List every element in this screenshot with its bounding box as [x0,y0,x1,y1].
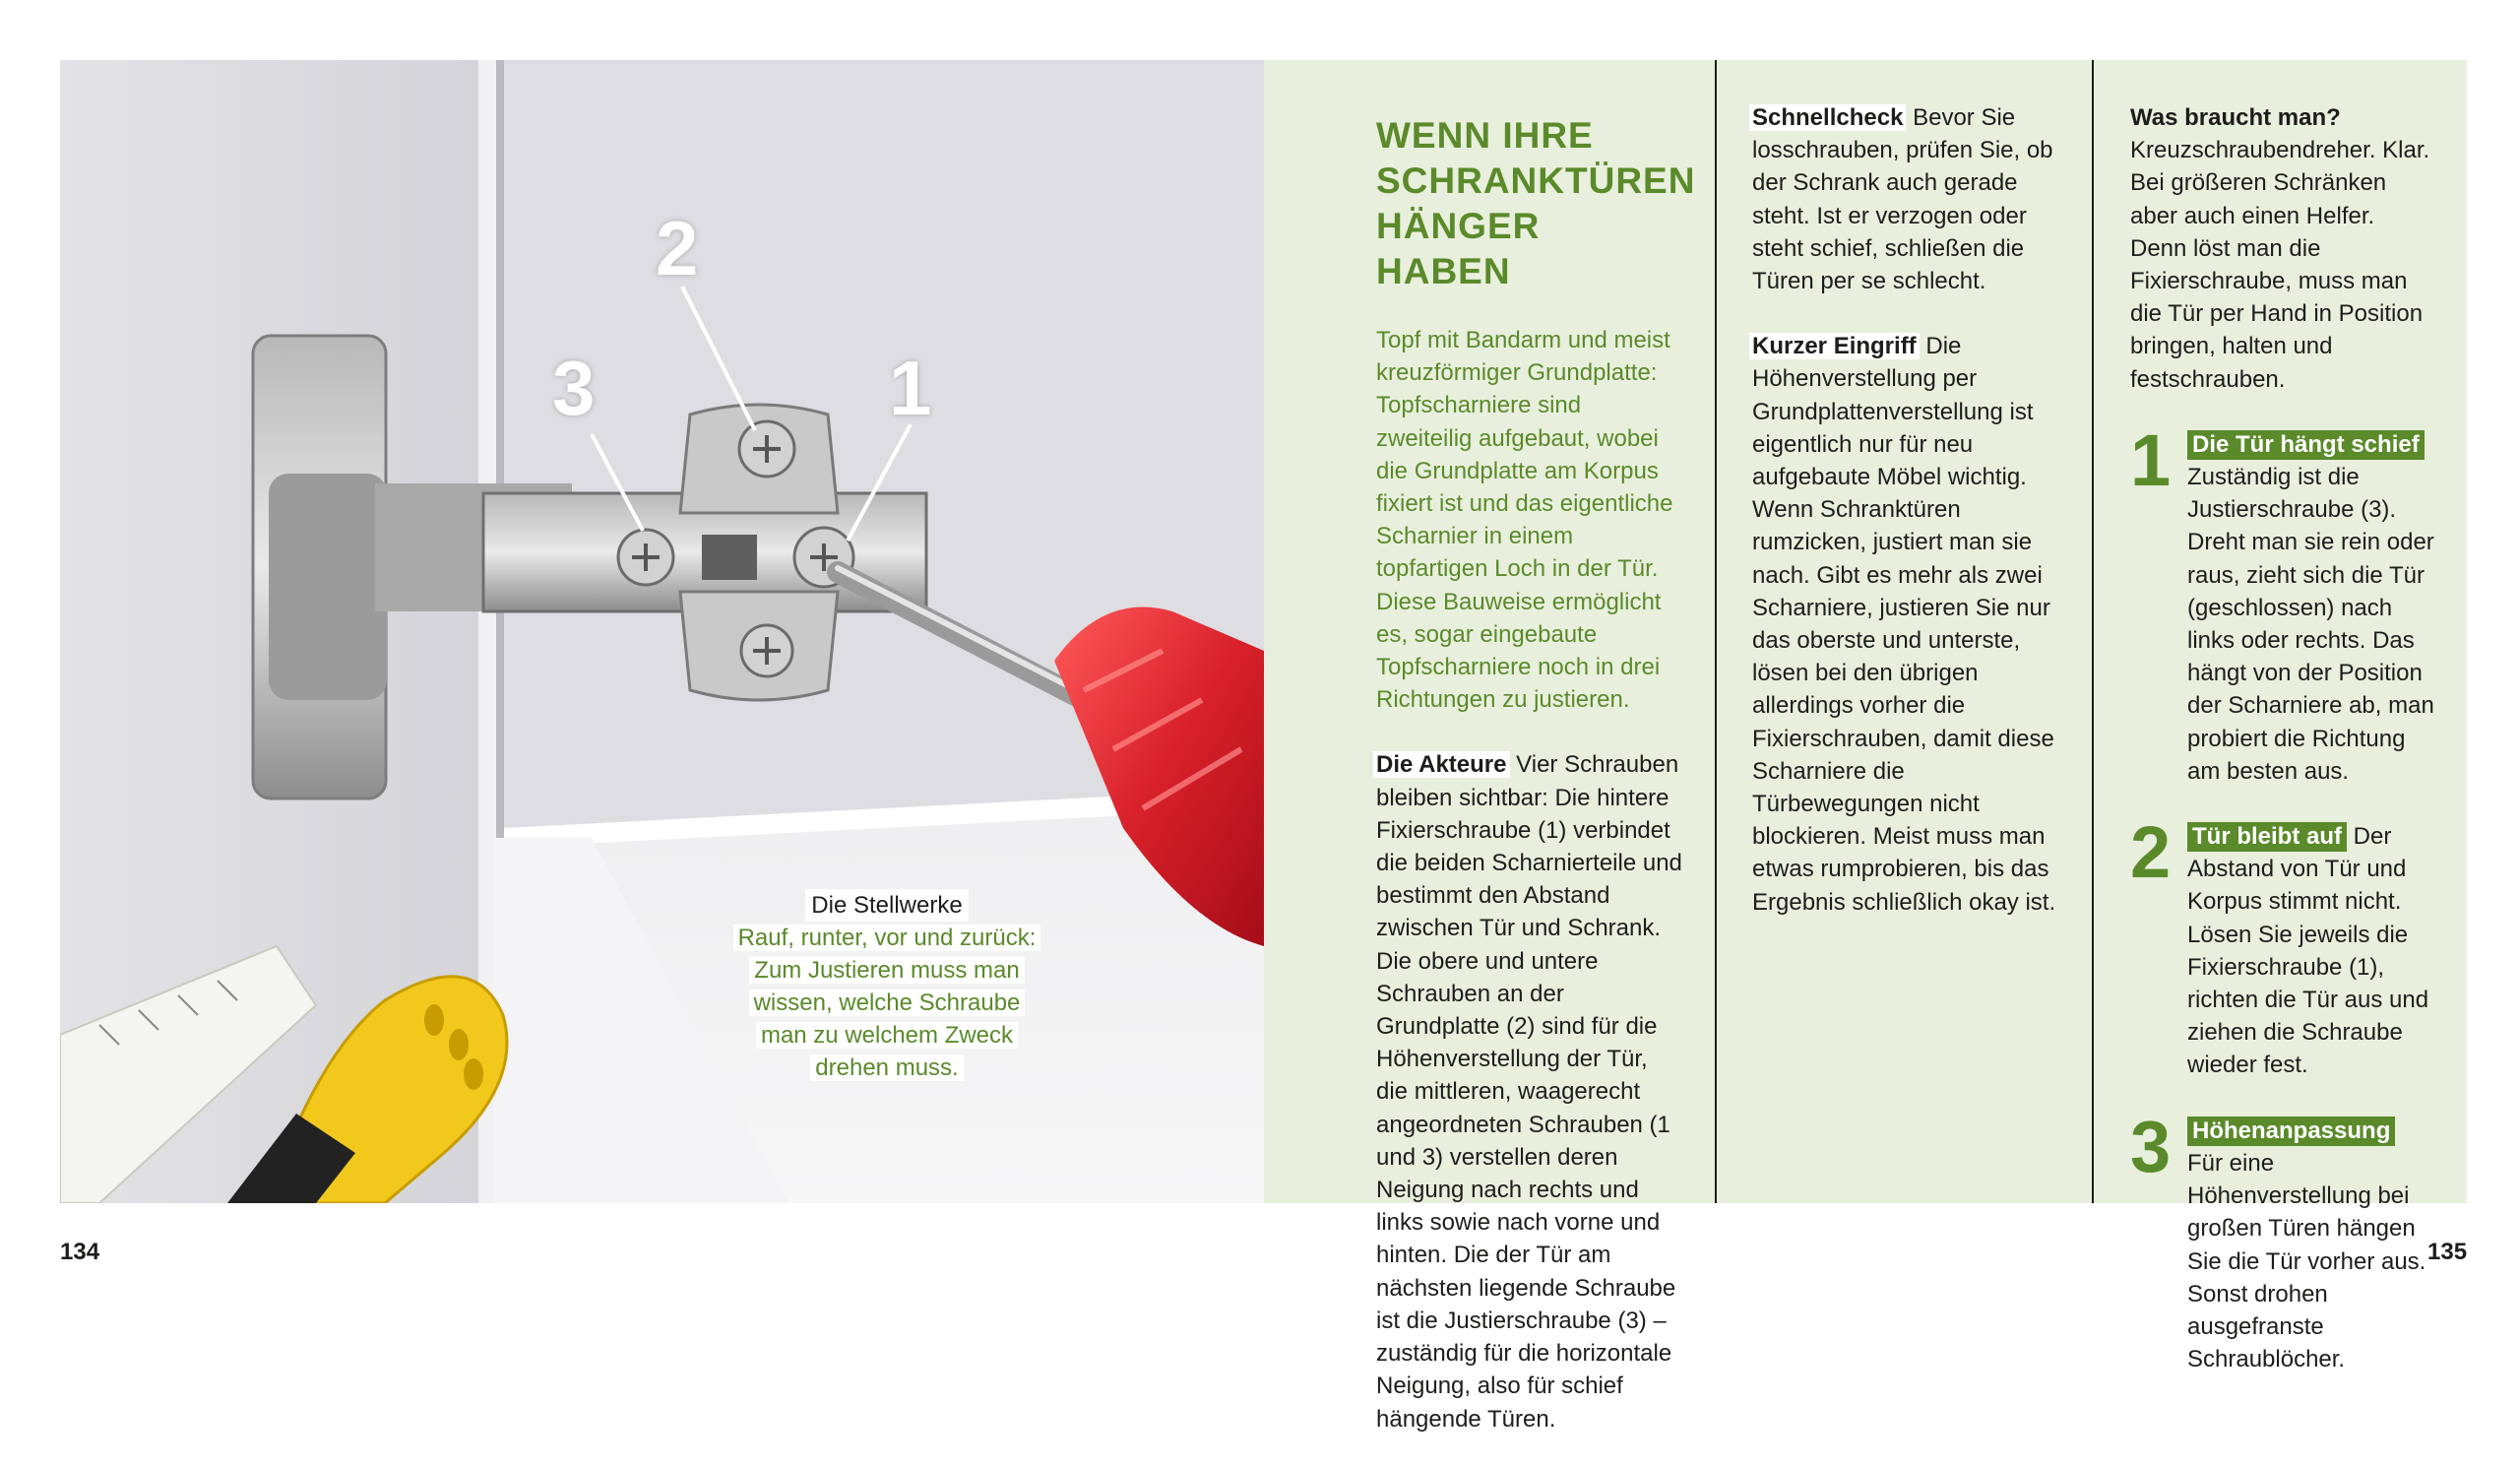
step-3 [2130,1105,2437,1376]
step-label: Höhenanpassung [2187,1117,2395,1146]
caption-title: Die Stellwerke [805,889,968,922]
column-3 [2130,101,2437,1408]
step-2 [2130,811,2437,1082]
text-eingriff: Die Höhenverstellung per Grundplattenverstellung ist eigentlich nur für neu aufgebaute Möbel wichtig. Wenn Schranktüren rumzicken, justiert man sie nach. Gibt es mehr als zwei Scharniere, justieren Sie nur das oberste und unterste, lösen bei den übrigen allerdings vorher die Fixierschrauben, damit diese Scharniere die Türbewegungen nicht blockieren. Meist muss man etwas rumprobieren, bis das Ergebnis schließlich okay ist. [1752,333,2056,916]
paragraph-akteure [1376,748,1683,1435]
keyword-eingriff: Kurzer Eingriff [1749,333,1920,359]
column-1 [1376,101,1696,1468]
text-akteure: Vier Schrauben bleiben sichtbar: Die hintere Fixierschraube (1) verbindet die beiden Scharnierteile und bestimmt den Abstand zwischen Tür und Schrank. Die obere und untere Schrauben an der Grundplatte (2) sind für die Höhenverstellung der Tür, die mittleren, waagerecht angeordneten Schrauben (1 und 3) verstellen deren Neigung nach rechts und links sowie nach vorne und hinten. Die der Tür am nächsten liegende Schraube ist die Justierschraube (3) – zuständig für die horizontale Neigung, also für schief hängende Türen. [1376,751,1682,1433]
paragraph-eingriff [1752,330,2067,919]
article-headline: WENN IHRE SCHRANKTÜREN HÄNGER HABEN [1376,115,1696,291]
caption-line: wissen, welche Schraube [749,989,1026,1016]
callout-3: 3 [552,345,596,431]
caption-line: Rauf, runter, vor und zurück: [733,925,1041,951]
step-text: Zuständig ist die Justierschraube (3). Dreht man sie rein oder raus, zieht sich die Tür (geschlossen) nach links oder rechts. Das hängt von der Position der Scharniere ab, man probiert die Richtung am besten aus. [2187,464,2434,785]
step-label: Die Tür hängt schief [2187,430,2425,460]
keyword-braucht: Was braucht man? [2130,104,2341,131]
step-text: Der Abstand von Tür und Korpus stimmt nicht. Lösen Sie jeweils die Fixierschraube (1), richten die Tür aus und ziehen die Schraube wieder fest. [2187,823,2429,1079]
caption-line: Zum Justieren muss man [749,957,1024,984]
photo-caption [690,889,1084,1084]
paragraph-braucht [2130,101,2437,396]
article-lead: Topf mit Bandarm und meist kreuzförmiger Grundplatte: Topfscharniere sind zweiteilig aufgebaut, wobei die Grundplatte am Korpus fixiert ist und das eigentliche Scharnier in einem topfartigen Loch in der Tür. Diese Bauweise ermöglicht es, sogar eingebaute Topfscharniere noch in drei Richtungen zu justieren. [1376,327,1673,714]
step-text: Für eine Höhenverstellung bei großen Türen hängen Sie die Tür vorher aus. Sonst drohen ausgefranste Schraublöcher. [2187,1149,2426,1373]
caption-line: drehen muss. [810,1054,963,1081]
column-2 [1752,101,2067,951]
caption-body [690,922,1084,1084]
step-number: 2 [2130,811,2172,894]
callout-2: 2 [656,205,699,291]
callout-1: 1 [889,345,932,431]
step-1 [2130,418,2437,788]
page-number-left: 134 [60,1239,100,1265]
column-rule [1715,60,1717,1203]
step-number: 1 [2130,418,2172,501]
step-label: Tür bleibt auf [2187,822,2347,852]
caption-line: man zu welchem Zweck [756,1022,1018,1049]
text-schnellcheck: Bevor Sie losschrauben, prüfen Sie, ob der Schrank auch gerade steht. Ist er verzogen oder steht schief, schließen die Türen per se schlecht. [1752,104,2053,295]
page-number-right: 135 [2427,1239,2468,1265]
text-braucht: Kreuzschraubendreher. Klar. Bei größeren Schränken aber auch einen Helfer. Denn löst man die Fixierschraube, muss man die Tür per Hand in Position bringen, halten und festschrauben. [2130,137,2430,393]
hinge-photo [60,60,1264,1203]
paragraph-schnellcheck [1752,101,2067,297]
keyword-schnellcheck: Schnellcheck [1749,104,1906,131]
keyword-akteure: Die Akteure [1373,751,1510,778]
column-rule [2092,60,2094,1203]
step-number: 3 [2130,1105,2172,1187]
